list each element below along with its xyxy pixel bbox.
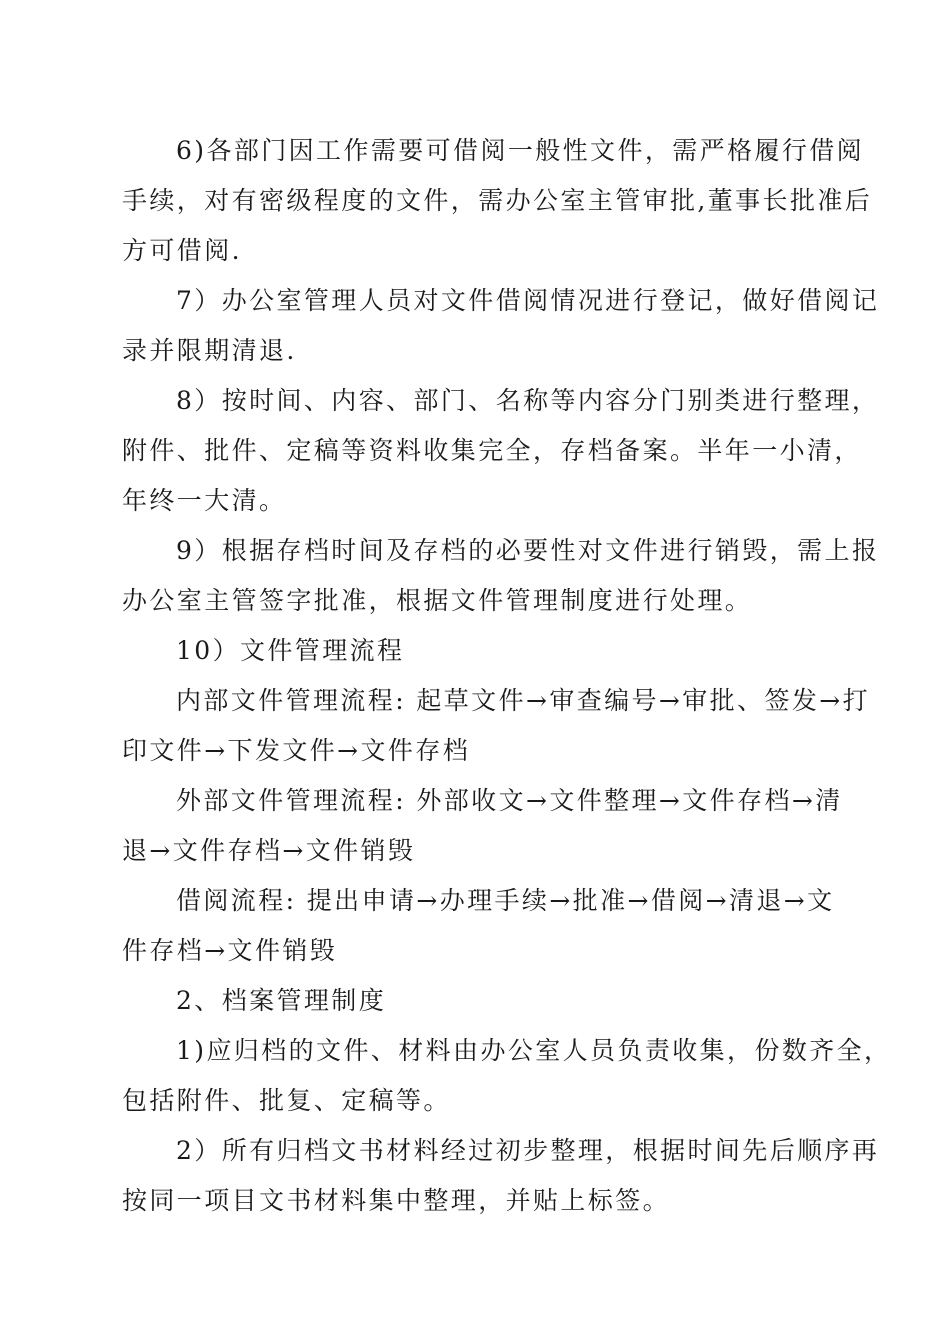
text-line: 1)应归档的文件、材料由办公室人员负责收集，份数齐全，	[176, 1036, 892, 1065]
document-body	[122, 126, 892, 1226]
archive-item-2	[122, 1126, 880, 1226]
text-line: 10）文件管理流程	[176, 636, 405, 665]
archive-item-1	[122, 1026, 892, 1126]
text-line: 9）根据存档时间及存档的必要性对文件进行销毁，需上报	[176, 536, 880, 565]
text-line: 手续，对有密级程度的文件，需办公室主管审批,董事长批准后	[122, 186, 873, 215]
text-line: 6)各部门因工作需要可借阅一般性文件，需严格履行借阅	[176, 136, 865, 165]
paragraph-item-8	[122, 376, 880, 526]
external-flow-paragraph	[122, 776, 843, 876]
text-line: 印文件→下发文件→文件存档	[122, 736, 471, 765]
text-line: 退→文件存档→文件销毁	[122, 836, 416, 865]
borrow-flow-paragraph	[122, 876, 834, 976]
section-heading-archive	[122, 976, 834, 1026]
text-line: 7）办公室管理人员对文件借阅情况进行登记，做好借阅记	[176, 286, 880, 315]
text-line: 按同一项目文书材料集中整理，并贴上标签。	[122, 1186, 671, 1215]
paragraph-item-6	[122, 126, 873, 276]
paragraph-item-9	[122, 526, 880, 626]
text-line: 包括附件、批复、定稿等。	[122, 1086, 451, 1115]
text-line: 借阅流程: 提出申请→办理手续→批准→借阅→清退→文	[176, 886, 835, 915]
text-line: 录并限期清退.	[122, 336, 297, 365]
text-line: 件存档→文件销毁	[122, 936, 338, 965]
text-line: 方可借阅.	[122, 236, 242, 265]
text-line: 附件、批件、定稿等资料收集完全，存档备案。半年一小清，	[122, 436, 862, 465]
text-line: 2）所有归档文书材料经过初步整理，根据时间先后顺序再	[176, 1136, 880, 1165]
text-line: 年终一大清。	[122, 486, 287, 515]
internal-flow-paragraph	[122, 676, 871, 776]
paragraph-item-10-heading	[122, 626, 834, 676]
text-line: 办公室主管签字批准，根据文件管理制度进行处理。	[122, 586, 753, 615]
paragraph-item-7	[122, 276, 880, 376]
text-line: 内部文件管理流程: 起草文件→审查编号→审批、签发→打	[176, 686, 871, 715]
text-line: 8）按时间、内容、部门、名称等内容分门别类进行整理，	[176, 386, 880, 415]
text-line: 外部文件管理流程: 外部收文→文件整理→文件存档→清	[176, 786, 843, 815]
text-line: 2、档案管理制度	[176, 986, 387, 1015]
